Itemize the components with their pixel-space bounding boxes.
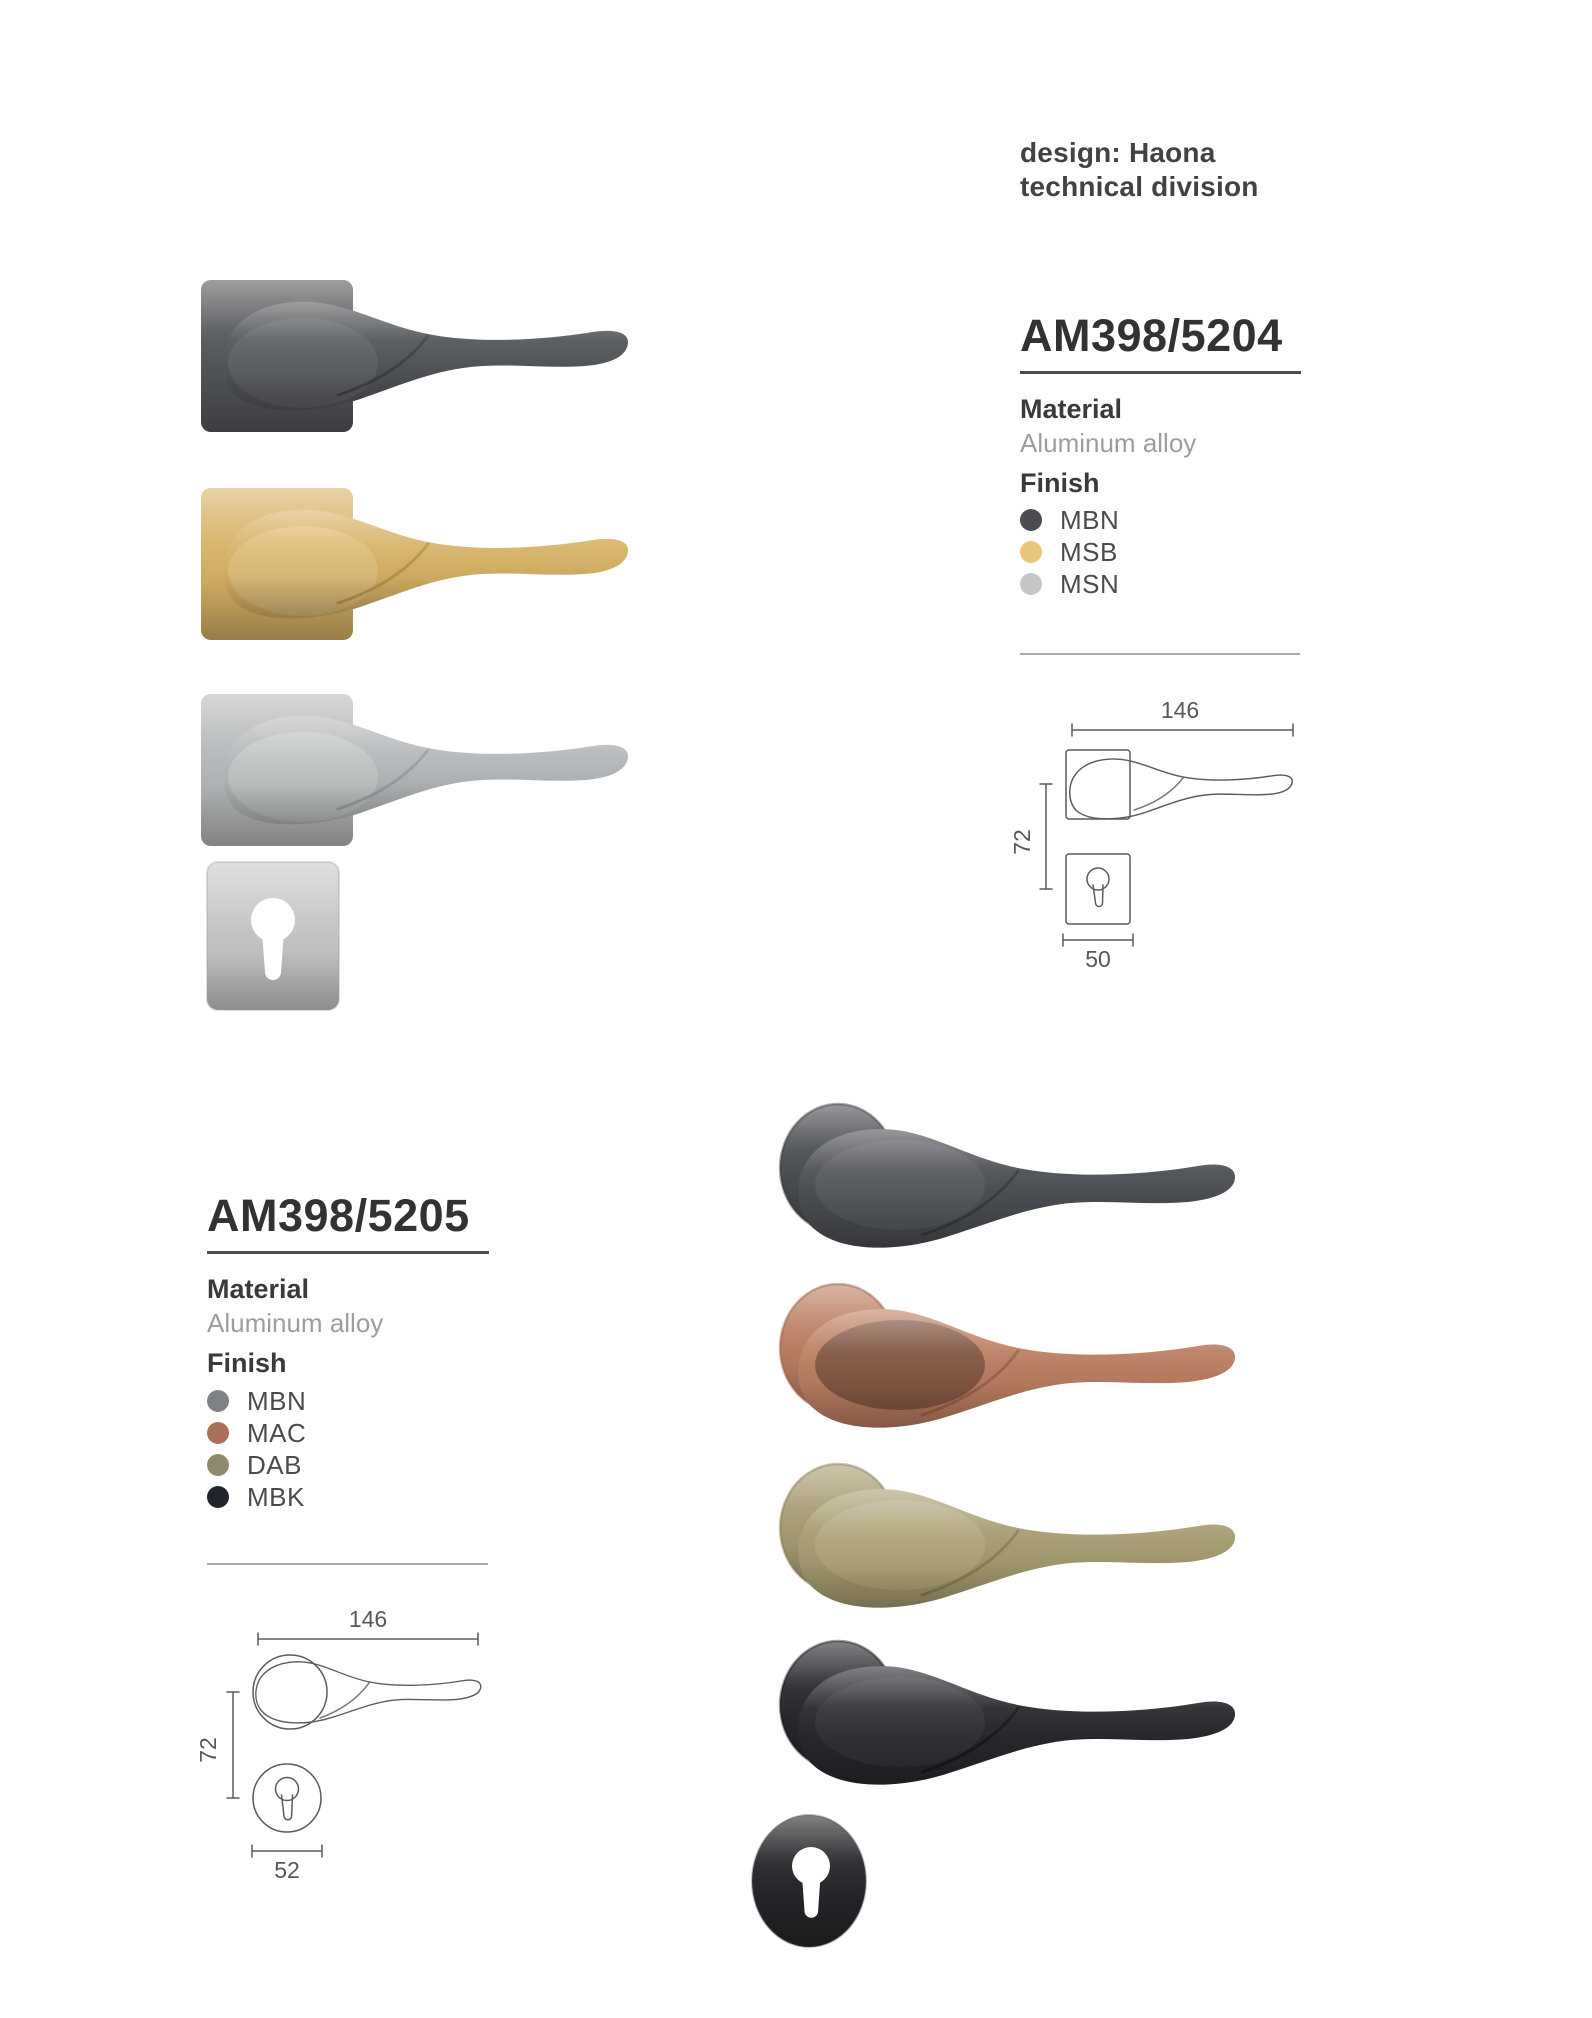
finish-code: MBN bbox=[247, 1385, 307, 1416]
dim-length: 146 bbox=[1160, 697, 1200, 723]
finish-swatch bbox=[1020, 541, 1042, 563]
rose-outline-round bbox=[253, 1655, 327, 1729]
heading-rule bbox=[1020, 371, 1301, 374]
keyhole-outline bbox=[276, 1778, 299, 1801]
finish-code: MSN bbox=[1060, 568, 1120, 599]
finish-option bbox=[207, 1418, 306, 1448]
material-value: Aluminum alloy bbox=[207, 1308, 384, 1338]
finish-list-5205 bbox=[207, 1386, 306, 1514]
finish-option bbox=[207, 1450, 306, 1480]
heading-rule bbox=[207, 1251, 489, 1254]
product-code-5204: AM398/5204 bbox=[1020, 310, 1283, 361]
finish-option bbox=[207, 1386, 306, 1416]
finish-code: MBN bbox=[1060, 504, 1120, 535]
finish-swatch bbox=[207, 1390, 229, 1412]
design-credit-line2: technical division bbox=[1020, 170, 1259, 202]
section-divider bbox=[207, 1563, 488, 1565]
technical-drawing-5204 bbox=[1000, 682, 1310, 982]
product-code-5205: AM398/5205 bbox=[207, 1190, 470, 1241]
escutcheon-photo-5205 bbox=[748, 1810, 872, 1955]
finish-swatch bbox=[207, 1486, 229, 1508]
keyhole-outline bbox=[1087, 868, 1109, 890]
finish-swatch bbox=[207, 1422, 229, 1444]
escutcheon-outline-round bbox=[253, 1764, 321, 1832]
escutcheon-photo-5204 bbox=[203, 858, 343, 1016]
dim-rose: 50 bbox=[1085, 946, 1111, 972]
finish-option bbox=[1020, 569, 1119, 599]
handle-photo-5205-mac bbox=[750, 1255, 1250, 1445]
design-credit-line1: design: Haona bbox=[1020, 137, 1216, 168]
finish-label: Finish bbox=[1020, 468, 1100, 498]
finish-option bbox=[1020, 505, 1119, 535]
finish-code: MSB bbox=[1060, 536, 1118, 567]
handle-photo-5205-dab bbox=[750, 1435, 1250, 1625]
dim-rose: 52 bbox=[274, 1857, 300, 1883]
design-credit bbox=[1020, 136, 1259, 203]
lever-outline bbox=[1070, 759, 1293, 819]
finish-code: DAB bbox=[247, 1449, 302, 1480]
dim-centers: 72 bbox=[195, 1737, 221, 1763]
handle-photo-5204-mbn bbox=[193, 238, 643, 458]
dim-length: 146 bbox=[348, 1606, 388, 1632]
handle-photo-5205-mbn bbox=[750, 1075, 1250, 1265]
finish-swatch bbox=[1020, 509, 1042, 531]
handle-photo-5205-mbk bbox=[750, 1612, 1250, 1802]
material-label: Material bbox=[1020, 394, 1123, 424]
finish-label: Finish bbox=[207, 1348, 287, 1378]
dim-centers: 72 bbox=[1009, 829, 1035, 855]
finish-code: MAC bbox=[247, 1417, 307, 1448]
technical-drawing-5205 bbox=[190, 1592, 510, 1892]
finish-list-5204 bbox=[1020, 505, 1119, 601]
handle-photo-5204-msb bbox=[193, 446, 643, 666]
finish-option bbox=[1020, 537, 1119, 567]
handle-photo-5204-msn bbox=[193, 652, 643, 872]
finish-swatch bbox=[1020, 573, 1042, 595]
section-divider bbox=[1020, 653, 1300, 655]
lever-outline bbox=[256, 1662, 481, 1723]
material-value: Aluminum alloy bbox=[1020, 428, 1197, 458]
finish-swatch bbox=[207, 1454, 229, 1476]
finish-option bbox=[207, 1482, 306, 1512]
finish-code: MBK bbox=[247, 1481, 305, 1512]
escutcheon-outline-square bbox=[1066, 854, 1130, 924]
material-label: Material bbox=[207, 1274, 310, 1304]
